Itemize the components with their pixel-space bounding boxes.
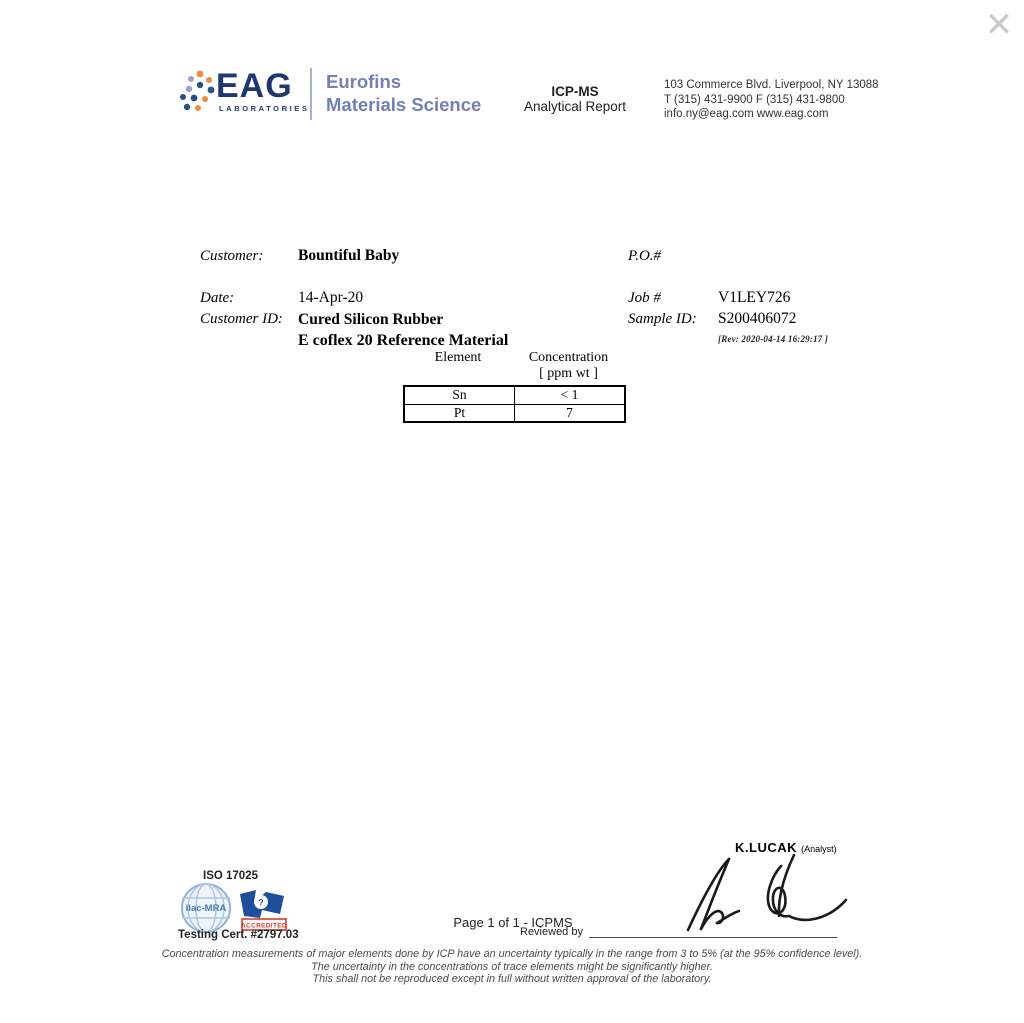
eag-brand-wordmark: EAG (216, 67, 293, 105)
reviewed-by-signature-line (589, 927, 837, 938)
element-cell: Pt (405, 405, 515, 422)
customer-id-value-line2: E coflex 20 Reference Material (298, 332, 509, 349)
element-cell: Sn (405, 387, 515, 404)
address-line3: info.ny@eag.com www.eag.com (664, 108, 829, 120)
disclaimer-line3: This shall not be reproduced except in full without written approval of the laboratory. (312, 973, 712, 985)
accredited-logo (236, 888, 288, 932)
eag-brand-subtitle: LABORATORIES (219, 104, 310, 113)
division-name (326, 70, 481, 116)
concentration-cell: < 1 (560, 387, 579, 402)
testing-cert-label: Testing Cert. #2797.03 (178, 929, 299, 941)
disclaimer-line2: The uncertainty in the concentrations of trace elements might be significantly higher. (311, 960, 713, 973)
analyst-signature (682, 852, 852, 937)
analyst-role: (Analyst) (801, 844, 837, 854)
job-label: Job # (628, 290, 661, 306)
table-row (405, 387, 624, 404)
customer-value: Bountiful Baby (298, 247, 400, 264)
page-number: Page 1 of 1 - ICPMS (453, 915, 573, 930)
table-row (405, 404, 624, 422)
accredited-text: ACCREDITED (241, 922, 287, 930)
concentration-header-line1: Concentration (528, 350, 609, 365)
close-icon[interactable]: ✕ (984, 5, 1014, 45)
sample-id-value: S200406072 (718, 310, 797, 327)
job-value: V1LEY726 (718, 289, 791, 306)
division-line2: Materials Science (326, 94, 482, 115)
customer-id-label: Customer ID: (200, 311, 283, 327)
disclaimer-line1: Concentration measurements of major elements done by ICP have an uncertainty typically in the range from 3 to 5% (at the 95% confidence level). (161, 948, 863, 960)
revision-stamp: [Rev: 2020-04-14 16:29:17 ] (718, 334, 829, 344)
concentration-cell: 7 (566, 404, 573, 420)
analyst-name: K.LUCAK (735, 840, 797, 855)
svg-text:?: ? (258, 897, 264, 908)
lab-address (664, 78, 879, 122)
division-line1: Eurofins (326, 71, 402, 92)
date-value: 14-Apr-20 (298, 289, 364, 306)
sample-id-label: Sample ID: (628, 311, 697, 327)
logo-divider (310, 68, 312, 120)
reviewed-by-line (520, 926, 837, 938)
iso-label: ISO 17025 (203, 870, 258, 882)
element-column-header: Element (434, 350, 482, 365)
report-title-line2: Analytical Report (523, 99, 627, 114)
po-label: P.O.# (628, 248, 662, 264)
eag-dots-logo-icon (178, 68, 218, 122)
address-line2: T (315) 431-9900 F (315) 431-9800 (664, 93, 845, 106)
report-title-line1: ICP-MS (551, 84, 599, 99)
ilac-mra-logo (178, 882, 234, 934)
concentration-column-header (513, 350, 624, 382)
concentration-header-line2: [ ppm wt ] (539, 366, 598, 381)
customer-id-value-line1: Cured Silicon Rubber (298, 311, 444, 328)
results-table (403, 385, 626, 423)
customer-label: Customer: (200, 248, 264, 264)
date-label: Date: (200, 290, 235, 306)
address-line1: 103 Commerce Blvd. Liverpool, NY 13088 (664, 79, 879, 91)
reviewed-by-label: Reviewed by (520, 926, 583, 938)
ilac-mra-text: ilac-MRA (185, 903, 227, 914)
report-title (495, 84, 655, 114)
disclaimer (0, 948, 1024, 986)
results-table-header (403, 350, 624, 382)
